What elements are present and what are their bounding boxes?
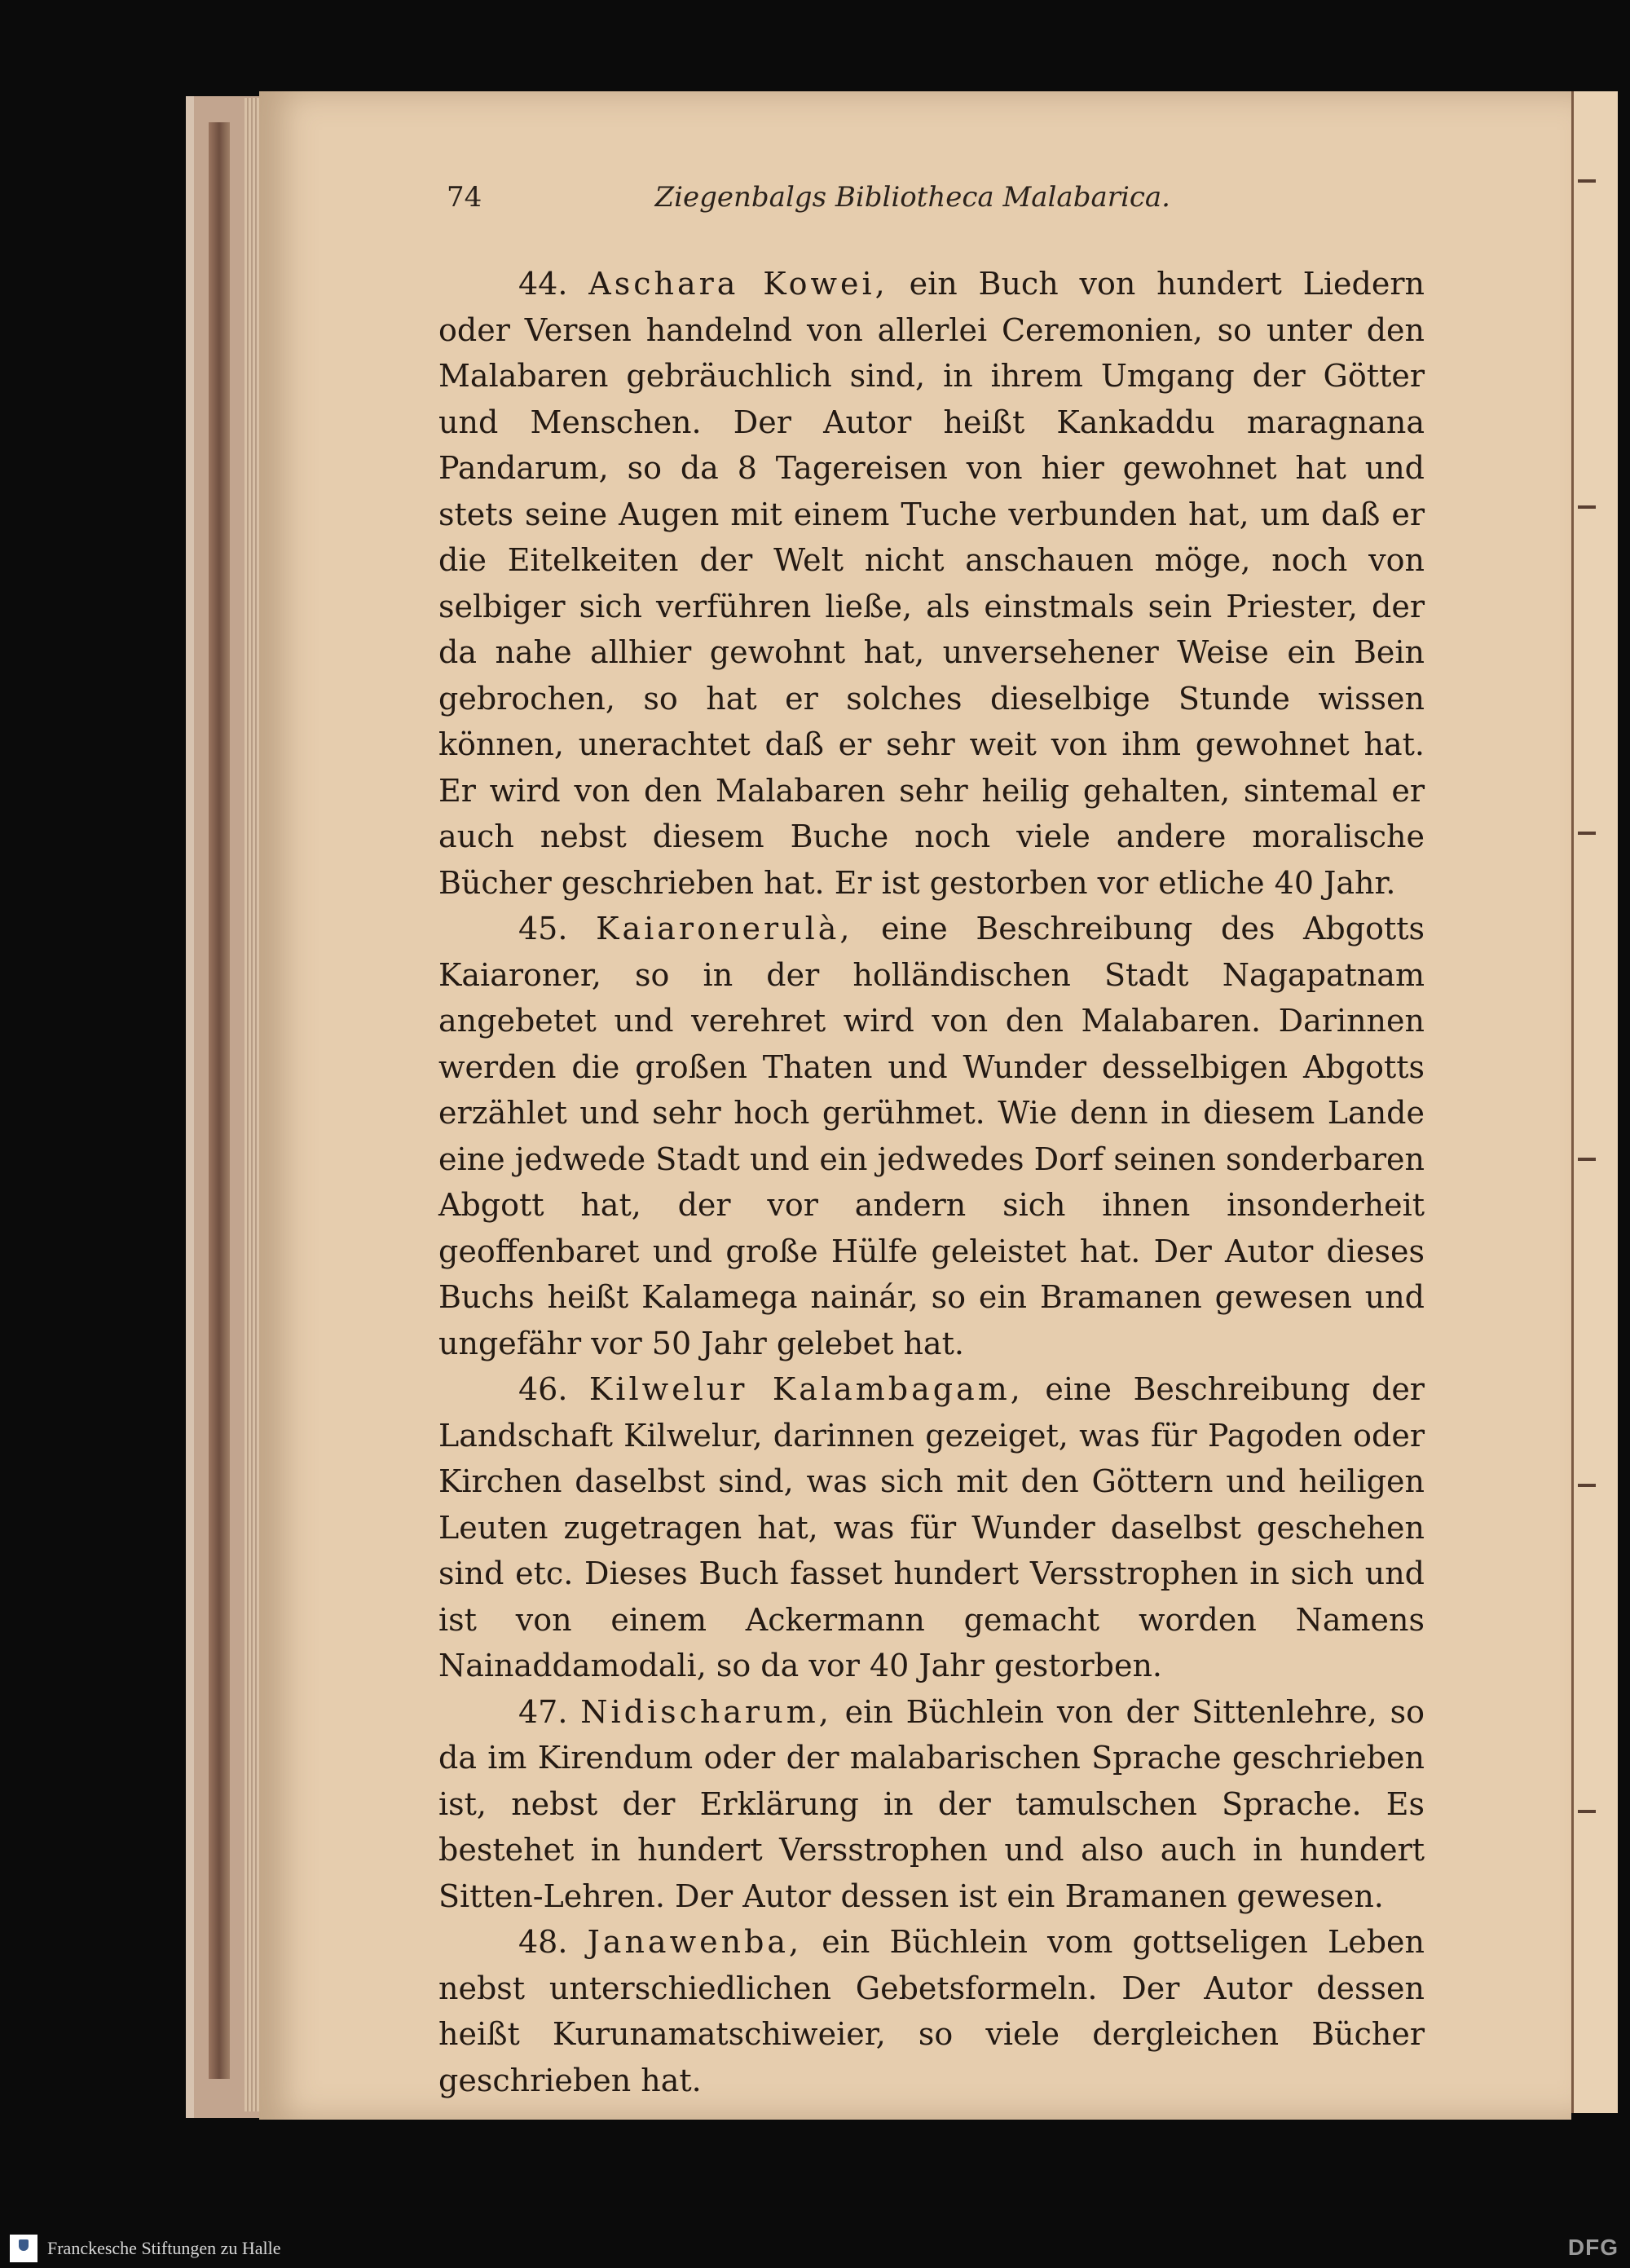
franckesche-stiftungen-logo-icon bbox=[10, 2235, 37, 2262]
entry-44 bbox=[438, 261, 1425, 906]
entry-text: ein Büchlein vom gottseligen Leben nebst unterschiedlichen Gebetsformeln. Der Autor dessen heißt Kurunamatschiweier, so viele dergleichen Bücher geschrieben hat. bbox=[438, 1924, 1425, 2098]
entry-number: 48. bbox=[518, 1924, 568, 1960]
entry-number: 47. bbox=[518, 1693, 568, 1730]
entry-title: Kilwelur Kalambagam, bbox=[588, 1371, 1024, 1407]
viewer-footer bbox=[0, 2228, 1630, 2268]
binding-stitch bbox=[1578, 505, 1596, 509]
binding-stitch bbox=[1578, 179, 1596, 183]
page-number: 74 bbox=[447, 181, 482, 214]
entry-48 bbox=[438, 1919, 1425, 2103]
body-text bbox=[438, 261, 1425, 2098]
running-title: Ziegenbalgs Bibliotheca Malabarica. bbox=[654, 181, 1170, 214]
entry-title: Aschara Kowei, bbox=[588, 266, 888, 302]
entry-number: 46. bbox=[518, 1371, 568, 1407]
entry-number: 45. bbox=[518, 911, 568, 946]
entry-text: eine Beschreibung des Abgotts Kaiaroner, so in der holländischen Stadt Nagapatnam angebetet und verehret wird von den Malabaren. Darinnen werden die großen Thaten und Wunder desselbigen Abgotts erzählet und sehr hoch gerühmet. Wie denn in diesem Lande eine jedwede Stadt und ein jedwedes Dorf seinen sonderbaren Abgott hat, der vor andern sich ihnen insonderheit geoffenbaret und große Hülfe geleistet hat. Der Autor dieses Buchs heißt Kalamega nainár, so ein Bramanen gewesen und ungefähr vor 50 Jahr gelebet hat. bbox=[438, 911, 1425, 1361]
entry-text: eine Beschreibung der Landschaft Kilwelur, darinnen gezeiget, was für Pagoden oder Kirchen daselbst sind, was sich mit den Göttern und heiligen Leuten zugetragen hat, was für Wunder daselbst geschehen sind etc. Dieses Buch fasset hundert Versstrophen in sich und ist von einem Ackermann gemacht worden Namens Nainaddamodali, so da vor 40 Jahr gestorben. bbox=[438, 1371, 1425, 1683]
binding-stitch bbox=[1578, 1810, 1596, 1813]
institution-name: Franckesche Stiftungen zu Halle bbox=[47, 2238, 281, 2258]
binding-stitch bbox=[1578, 832, 1596, 835]
dfg-logo: DFG bbox=[1567, 2235, 1619, 2260]
entry-text: ein Buch von hundert Liedern oder Versen handelnd von allerlei Ceremonien, so unter den Malabaren gebräuchlich sind, in ihrem Umgang der Götter und Menschen. Der Autor heißt Kankaddu maragnana Pandarum, so da 8 Tagereisen von hier gewohnet hat und stets seine Augen mit einem Tuche verbunden hat, um daß er die Eitelkeiten der Welt nicht anschauen möge, noch von selbiger sich verführen ließe, als einstmals sein Priester, der da nahe allhier gewohnt hat, unversehener Weise ein Bein gebrochen, so hat er solches dieselbige Stunde wissen können, unerachtet daß er sehr weit von ihm gewohnet hat. Er wird von den Malabaren sehr heilig gehalten, sintemal er auch nebst diesem Buche noch viele andere moralische Bücher geschrieben hat. Er ist gestorben vor etliche 40 Jahr. bbox=[438, 266, 1425, 901]
binding-stitch bbox=[1578, 1484, 1596, 1487]
entry-text: ein Büchlein von der Sittenlehre, so da im Kirendum oder der malabarischen Sprache geschrieben ist, nebst der Erklärung in der tamulschen Sprache. Es bestehet in hundert Versstrophen und also auch in hundert Sitten-Lehren. Der Autor dessen ist ein Bramanen gewesen. bbox=[438, 1693, 1425, 1914]
entry-number: 44. bbox=[518, 266, 568, 302]
entry-47 bbox=[438, 1689, 1425, 1920]
binding-stitch bbox=[1578, 1158, 1596, 1161]
entry-title: Nidischarum, bbox=[580, 1693, 832, 1730]
page-header bbox=[447, 181, 1170, 230]
entry-45 bbox=[438, 906, 1425, 1366]
entry-title: Janawenba, bbox=[587, 1924, 803, 1960]
book-spine-stripe bbox=[209, 122, 230, 2079]
entry-title: Kaiaronerulà, bbox=[596, 911, 853, 946]
entry-46 bbox=[438, 1366, 1425, 1689]
